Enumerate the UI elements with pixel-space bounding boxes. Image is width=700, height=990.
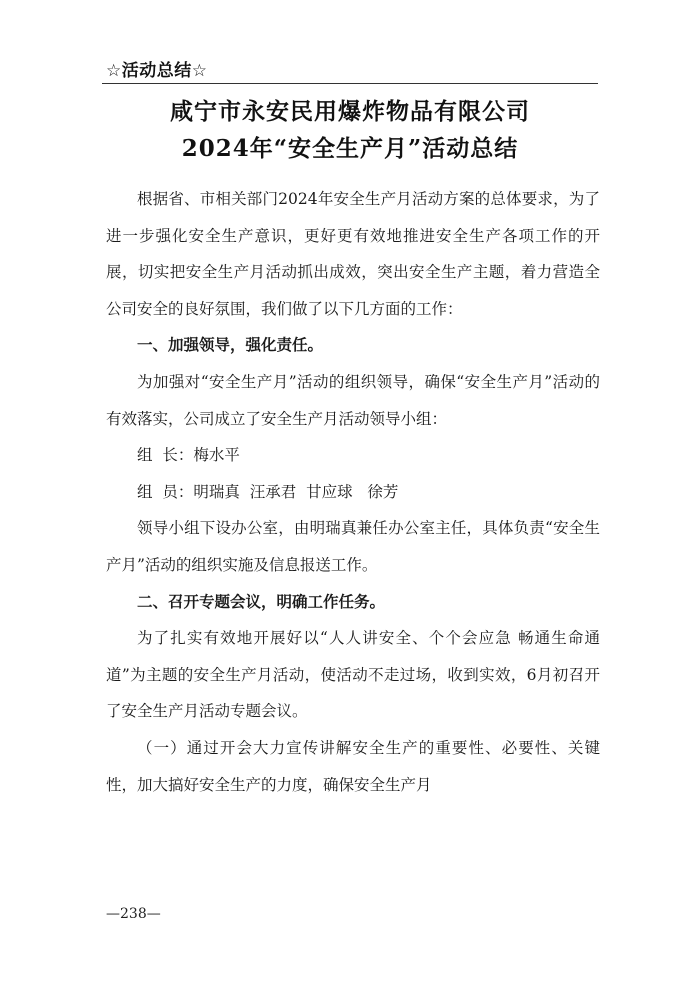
section-heading-2: 二、召开专题会议，明确工作任务。 (137, 592, 386, 611)
document-body (106, 181, 600, 803)
group-leader-line: 组 长：梅水平 (137, 446, 240, 465)
section-label: ☆活动总结☆ (106, 61, 208, 81)
paragraph: 为加强对“安全生产月”活动的组织领导，确保“安全生产月”活动的有效落实，公司成立了安全生产月活动领导小组： (106, 372, 600, 428)
paragraph: （一）通过开会大力宣传讲解安全生产的重要性、必要性、关键性，加大搞好安全生产的力度，确保安全生产月 (106, 738, 600, 794)
header-divider (102, 83, 598, 84)
paragraph: 领导小组下设办公室，由明瑞真兼任办公室主任，具体负责“安全生产月”活动的组织实施及信息报送工作。 (106, 519, 600, 574)
page-number: —238— (106, 906, 161, 922)
intro-paragraph: 根据省、市相关部门2024年安全生产月活动方案的总体要求，为了进一步强化安全生产意识，更好更有效地推进安全生产各项工作的开展，切实把安全生产月活动抓出成效，突出安全生产主题，着力营造全公司安全的良好氛围，我们做了以下几方面的工作： (106, 190, 600, 318)
paragraph: 为了扎实有效地开展好以“人人讲安全、个个会应急 畅通生命通道”为主题的安全生产月活动，使活动不走过场，收到实效，6月初召开了安全生产月活动专题会议。 (106, 629, 600, 721)
group-members-line: 组 员：明瑞真 汪承君 甘应球 徐芳 (137, 482, 399, 501)
document-title-line2: 2024年“安全生产月”活动总结 (181, 135, 519, 162)
section-heading-1: 一、加强领导，强化责任。 (137, 336, 324, 355)
document-title-line1: 咸宁市永安民用爆炸物品有限公司 (170, 98, 530, 125)
